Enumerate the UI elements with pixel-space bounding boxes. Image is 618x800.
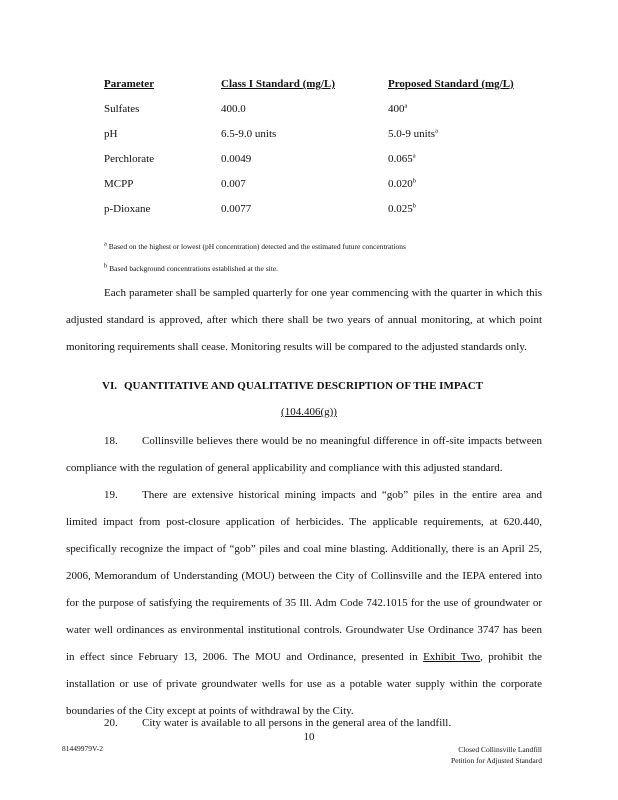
proposed-value: 0.025 <box>388 203 413 215</box>
paragraph-19 <box>66 482 542 725</box>
footnote-marker: b <box>412 177 416 185</box>
paragraph-18 <box>66 428 542 482</box>
table-header-row <box>104 78 538 103</box>
cell-class-i: 0.0077 <box>221 203 252 215</box>
cell-proposed <box>388 153 538 178</box>
cell-parameter: Sulfates <box>104 103 140 115</box>
footnote-b-mark: b <box>104 262 108 270</box>
footer-title-line-2: Petition for Adjusted Standard <box>450 756 542 765</box>
header-parameter: Parameter <box>104 78 155 90</box>
section-citation: (104.406(g)) <box>281 406 337 418</box>
footer-title-line-1: Closed Collinsville Landfill <box>458 745 542 754</box>
table-row <box>104 103 538 128</box>
cell-class-i: 400.0 <box>221 103 246 115</box>
proposed-value: 0.020 <box>388 178 413 190</box>
footnote-marker: a <box>404 102 408 110</box>
cell-class-i: 6.5-9.0 units <box>221 128 277 140</box>
table-row <box>104 178 538 203</box>
sampling-text: Each parameter shall be sampled quarterly for one year commencing with the quarter in which this adjusted standard is approved, after which there shall be two years of annual monitoring, at which point monitoring requirements shall cease. Monitoring results will be compared to the adjusted standards only. <box>66 287 542 353</box>
cell-proposed <box>388 178 538 203</box>
paragraph-text-continued: , prohibit the installation or use of private groundwater wells for use as a potable water supply within the corporate boundaries of the City except at points of withdrawal by the City. <box>66 651 542 717</box>
section-heading <box>102 380 483 392</box>
header-proposed-standard: Proposed Standard (mg/L) <box>388 78 514 90</box>
cell-proposed <box>388 203 538 228</box>
header-class-i-standard: Class I Standard (mg/L) <box>221 78 335 90</box>
cell-proposed <box>388 128 538 153</box>
footnote-marker: a <box>435 127 438 135</box>
paragraph-number: 18. <box>104 435 118 447</box>
table-row <box>104 128 538 153</box>
proposed-value: 5.0-9 units <box>388 128 436 140</box>
cell-parameter: Perchlorate <box>104 153 155 165</box>
table-row <box>104 153 538 178</box>
footnote-marker: a <box>412 152 416 160</box>
cell-proposed <box>388 103 538 128</box>
footnote-b <box>104 264 278 273</box>
cell-parameter: MCPP <box>104 178 134 190</box>
exhibit-two-reference: Exhibit Two <box>423 651 481 663</box>
section-number: VI. <box>102 380 117 392</box>
sampling-paragraph <box>66 280 542 361</box>
parameter-table <box>104 78 538 228</box>
paragraph-text: City water is available to all persons in the general area of the landfill. <box>142 717 452 729</box>
document-id: 81449979V-2 <box>62 744 103 753</box>
cell-class-i: 0.007 <box>221 178 246 190</box>
cell-parameter: pH <box>104 128 118 140</box>
paragraph-number: 19. <box>104 489 118 501</box>
proposed-value: 0.065 <box>388 153 413 165</box>
footnote-a <box>104 242 406 251</box>
footnote-a-mark: a <box>104 240 107 248</box>
cell-class-i: 0.0049 <box>221 153 252 165</box>
footer-title <box>451 744 542 766</box>
footnote-a-text: Based on the highest or lowest (pH concentration) detected and the estimated future concentrations <box>108 242 406 251</box>
footnote-marker: b <box>412 202 416 210</box>
proposed-value: 400 <box>388 103 405 115</box>
paragraph-number: 20. <box>104 717 118 729</box>
footnote-b-text: Based background concentrations established at the site. <box>109 264 279 273</box>
table-row <box>104 203 538 228</box>
paragraph-text: Collinsville believes there would be no meaningful difference in off-site impacts between compliance with the regulation of general applicability and compliance with this adjusted standard. <box>66 435 542 474</box>
paragraph-text: There are extensive historical mining impacts and “gob” piles in the entire area and limited impact from post-closure application of herbicides. The applicable requirements, at 620.440, specifically recognize the impact of “gob” piles and coal mine blasting. Additionally, there is an April 25, 2006, Memorandum of Understanding (MOU) between the City of Collinsville and the IEPA entered into for the purpose of satisfying the requirements of 35 Ill. Adm Code 742.1015 for the use of groundwater or water well ordinances as environmental institutional controls. Groundwater Use Ordinance 3747 has been in effect since February 13, 2006. The MOU and Ordinance, presented in <box>66 489 542 663</box>
cell-parameter: p-Dioxane <box>104 203 151 215</box>
section-title: QUANTITATIVE AND QUALITATIVE DESCRIPTION OF THE IMPACT <box>124 380 483 392</box>
page-number: 10 <box>303 731 315 743</box>
